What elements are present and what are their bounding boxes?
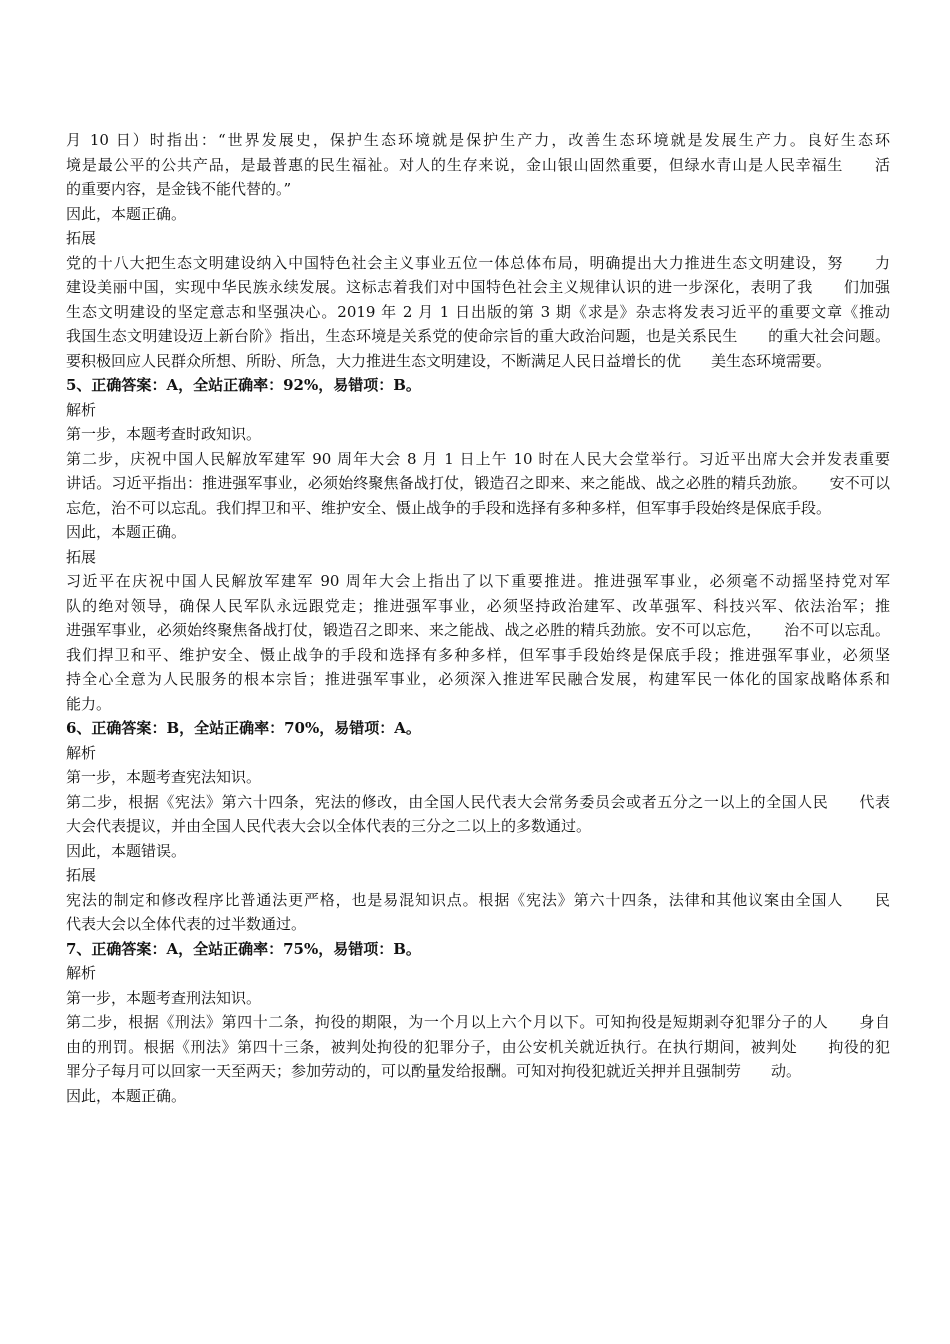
text-line: 6、正确答案：B，全站正确率：70%，易错项：A。 xyxy=(66,719,421,737)
paragraph xyxy=(66,765,890,790)
text-line: 能力。 xyxy=(66,694,112,713)
answer-line xyxy=(66,373,890,398)
paragraph xyxy=(66,422,890,447)
text-line: 月 10 日）时指出：“世界发展史，保护生态环境就是保护生产力，改善生态环境就是发展生产力。良好生态环 xyxy=(66,131,890,149)
text-line: 因此，本题正确。 xyxy=(66,204,187,223)
text-line: 建设美丽中国，实现中华民族永续发展。这标志着我们对中国特色社会主义规律认识的进一步深化，表明了我 们加强 xyxy=(66,278,890,296)
text-line: 拓展 xyxy=(66,547,97,566)
text-line: 代表大会以全体代表的过半数通过。 xyxy=(66,915,307,933)
text-line: 我国生态文明建设迈上新台阶》指出，生态环境是关系党的使命宗旨的重大政治问题，也是关系民生 的重大社会问题。 xyxy=(66,327,890,345)
text-line: 宪法的制定和修改程序比普通法更严格，也是易混知识点。根据《宪法》第六十四条，法律和其他议案由全国人 民 xyxy=(66,890,890,909)
paragraph xyxy=(66,888,890,937)
paragraph xyxy=(66,1084,890,1109)
section-heading xyxy=(66,545,890,570)
paragraph xyxy=(66,569,890,716)
paragraph xyxy=(66,251,890,374)
paragraph xyxy=(66,1010,890,1084)
text-line: 因此，本题正确。 xyxy=(66,523,187,541)
text-line: 持全心全意为人民服务的根本宗旨；推进强军事业，必须深入推进军民融合发展，构建军民一体化的国家战略体系和 xyxy=(66,670,890,688)
answer-line xyxy=(66,937,890,962)
text-line: 队的绝对领导，确保人民军队永远跟党走；推进强军事业，必须坚持政治建军、改革强军、科技兴军、依法治军；推 xyxy=(66,596,890,615)
text-line: 第一步，本题考查时政知识。 xyxy=(66,425,262,443)
text-line: 5、正确答案：A，全站正确率：92%，易错项：B。 xyxy=(66,376,421,394)
section-heading xyxy=(66,741,890,766)
paragraph xyxy=(66,790,890,839)
paragraph xyxy=(66,986,890,1011)
text-line: 境是最公平的公共产品，是最普惠的民生福祉。对人的生存来说，金山银山固然重要，但绿水青山是人民幸福生 活 xyxy=(66,155,890,174)
text-line: 忘危，治不可以忘乱。我们捍卫和平、维护安全、慑止战争的手段和选择有多种多样，但军事手段始终是保底手段。 xyxy=(66,498,832,517)
text-line: 由的刑罚。根据《刑法》第四十三条，被判处拘役的犯罪分子，由公安机关就近执行。在执行期间，被判处 拘役的犯 xyxy=(66,1037,890,1056)
text-line: 罪分子每月可以回家一天至两天；参加劳动的，可以酌量发给报酬。可知对拘役犯就近关押并且强制劳 动。 xyxy=(66,1062,802,1080)
text-line: 7、正确答案：A，全站正确率：75%，易错项：B。 xyxy=(66,939,421,958)
document-page xyxy=(66,128,890,1108)
text-line: 要积极回应人民群众所想、所盼、所急，大力推进生态文明建设，不断满足人民日益增长的优 美生态环境需要。 xyxy=(66,351,832,370)
section-heading xyxy=(66,226,890,251)
text-line: 拓展 xyxy=(66,866,97,884)
text-line: 大会代表提议，并由全国人民代表大会以全体代表的三分之二以上的多数通过。 xyxy=(66,817,592,835)
text-line: 解析 xyxy=(66,400,97,419)
text-line: 党的十八大把生态文明建设纳入中国特色社会主义事业五位一体总体布局，明确提出大力推进生态文明建设，努 力 xyxy=(66,253,890,272)
paragraph xyxy=(66,202,890,227)
text-line: 讲话。习近平指出：推进强军事业，必须始终聚焦备战打仗，锻造召之即来、来之能战、战之必胜的精兵劲旅。 安不可以 xyxy=(66,474,890,492)
text-line: 拓展 xyxy=(66,229,97,247)
text-line: 因此，本题正确。 xyxy=(66,1086,187,1105)
text-line: 第二步，根据《刑法》第四十二条，拘役的期限，为一个月以上六个月以下。可知拘役是短期剥夺犯罪分子的人 身自 xyxy=(66,1013,890,1031)
paragraph xyxy=(66,128,890,202)
paragraph xyxy=(66,447,890,521)
text-line: 解析 xyxy=(66,964,97,982)
section-heading xyxy=(66,398,890,423)
text-line: 我们捍卫和平、维护安全、慑止战争的手段和选择有多种多样，但军事手段始终是保底手段；推进强军事业，必须坚 xyxy=(66,645,890,664)
text-line: 进强军事业，必须始终聚焦备战打仗，锻造召之即来、来之能战、战之必胜的精兵劲旅。安不可以忘危， 治不可以忘乱。 xyxy=(66,621,890,639)
text-line: 第二步，庆祝中国人民解放军建军 90 周年大会 8 月 1 日上午 10 时在人民大会堂举行。习近平出席大会并发表重要 xyxy=(66,449,890,468)
paragraph xyxy=(66,520,890,545)
section-heading xyxy=(66,863,890,888)
text-line: 的重要内容，是金钱不能代替的。” xyxy=(66,180,292,198)
section-heading xyxy=(66,961,890,986)
text-line: 第一步，本题考查刑法知识。 xyxy=(66,988,262,1007)
text-line: 第一步，本题考查宪法知识。 xyxy=(66,768,262,786)
text-line: 解析 xyxy=(66,743,97,762)
text-line: 习近平在庆祝中国人民解放军建军 90 周年大会上指出了以下重要推进。推进强军事业，必须毫不动摇坚持党对军 xyxy=(66,572,890,590)
answer-line xyxy=(66,716,890,741)
text-line: 因此，本题错误。 xyxy=(66,841,187,860)
text-line: 第二步，根据《宪法》第六十四条，宪法的修改，由全国人民代表大会常务委员会或者五分之一以上的全国人民 代表 xyxy=(66,792,890,811)
text-line: 生态文明建设的坚定意志和坚强决心。2019 年 2 月 1 日出版的第 3 期《求是》杂志将发表习近平的重要文章《推动 xyxy=(66,302,890,321)
paragraph xyxy=(66,839,890,864)
